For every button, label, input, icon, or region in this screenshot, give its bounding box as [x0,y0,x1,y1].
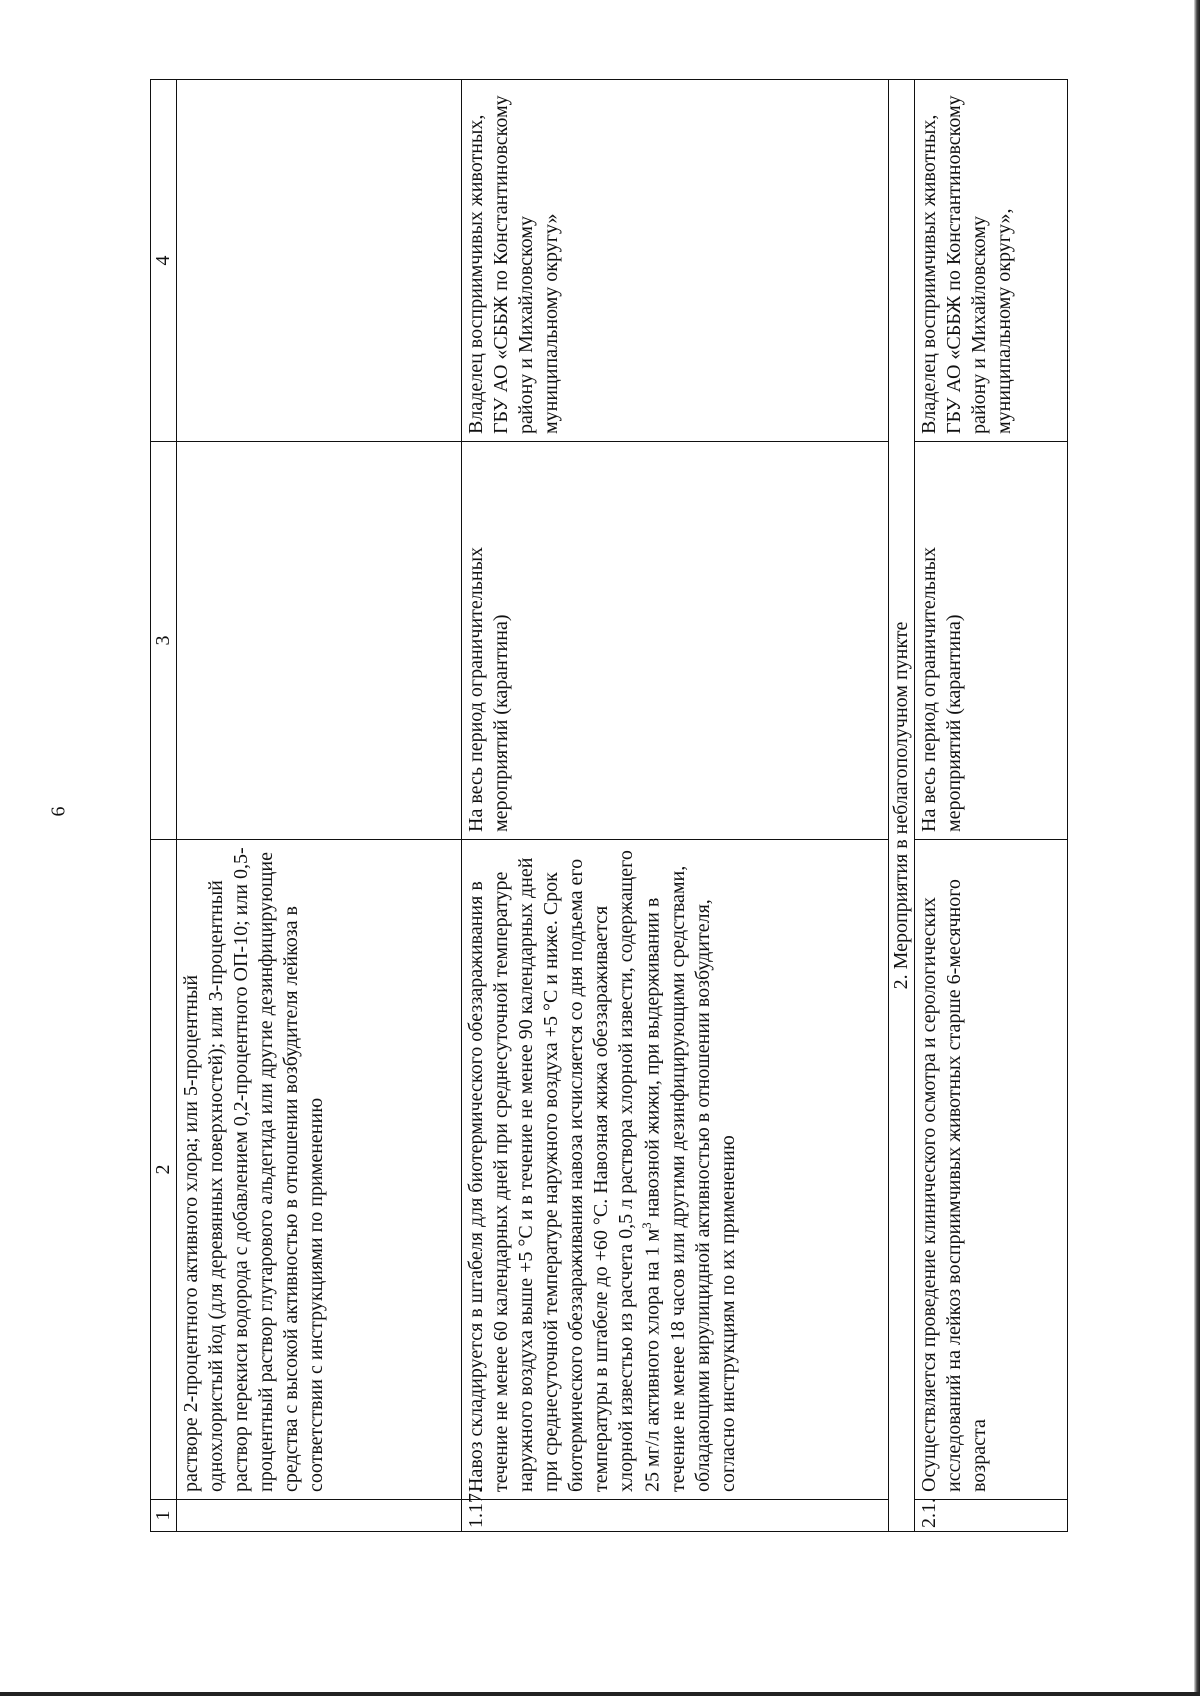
term-cell: На весь период ограничительных мероприятий (карантина) [915,442,1068,840]
header-cell-1: 1 [151,1500,177,1532]
table-row [462,80,889,1532]
page-number: 6 [47,806,70,817]
measure-cell: Осуществляется проведение клинического осмотра и серологических исследований на лейкоз восприимчивых животных старше 6-месячного возраста [915,840,1068,1500]
scan-edge-bottom [0,1692,1200,1696]
measure-text-part1: Навоз складируется в штабеля для биотермического обеззараживания в течение не менее 60 календарных дней при среднесуточной температуре наружного воздуха выше +5 °С и в течение не менее 90 календарных дней при среднесуточной температуре наружного воздуха +5 °С и ниже. Срок биотермического обеззараживания навоза исчисляется со дня подъема его температуры в штабеле до +60 °С. Навозная жижа обеззараживается хлорной известью из расчета 0,5 л раствора хлорной извести, содержащего 25 мг/л активного хлора на 1 м [465,850,664,1492]
table-header-row [151,80,177,1532]
row-number: 2.1. [915,1500,1068,1532]
table-row [177,80,462,1532]
term-cell: На весь период ограничительных мероприятий (карантина) [462,442,889,840]
section-title: 2. Мероприятия в неблагополучном пункте [889,80,915,1532]
header-cell-2: 2 [151,840,177,1500]
row-number [177,1500,462,1532]
row-number: 1.17. [462,1500,889,1532]
measure-text-part2: навозной жижи, при выдерживании в течение не менее 18 часов или другими дезинфицирующими средствами, обладающими вирулицидной активностью в отношении возбудителя, согласно инструкциям по их применению [641,865,739,1492]
scan-edge-right [1194,0,1200,1696]
cubic-superscript: 3 [639,1222,654,1229]
table-row [915,80,1068,1532]
document-sheet [150,80,1080,1532]
measures-table [150,79,1068,1532]
term-cell [177,442,462,840]
measure-cell: растворе 2-процентного активного хлора; или 5-процентный однохлористый йод (для деревянных поверхностей); или 3-процентный раствор перекиси водорода с добавлением 0,2-процентного ОП-10; или 0,5-процентный раствор глутарового альдегида или другие дезинфицирующие средства с высокой активностью в отношении возбудителя лейкоза в соответствии с инструкциями по применению [177,840,462,1500]
measure-cell [462,840,889,1500]
header-cell-4: 4 [151,80,177,442]
header-cell-3: 3 [151,442,177,840]
responsible-cell: Владелец восприимчивых животных, ГБУ АО «СББЖ по Константиновскому району и Михайловскому муниципальному округу» [462,80,889,442]
section-header-row [889,80,915,1532]
responsible-cell [177,80,462,442]
responsible-cell: Владелец восприимчивых животных, ГБУ АО «СББЖ по Константиновскому району и Михайловскому муниципальному округу», [915,80,1068,442]
rotated-table-wrapper [150,80,1080,1532]
